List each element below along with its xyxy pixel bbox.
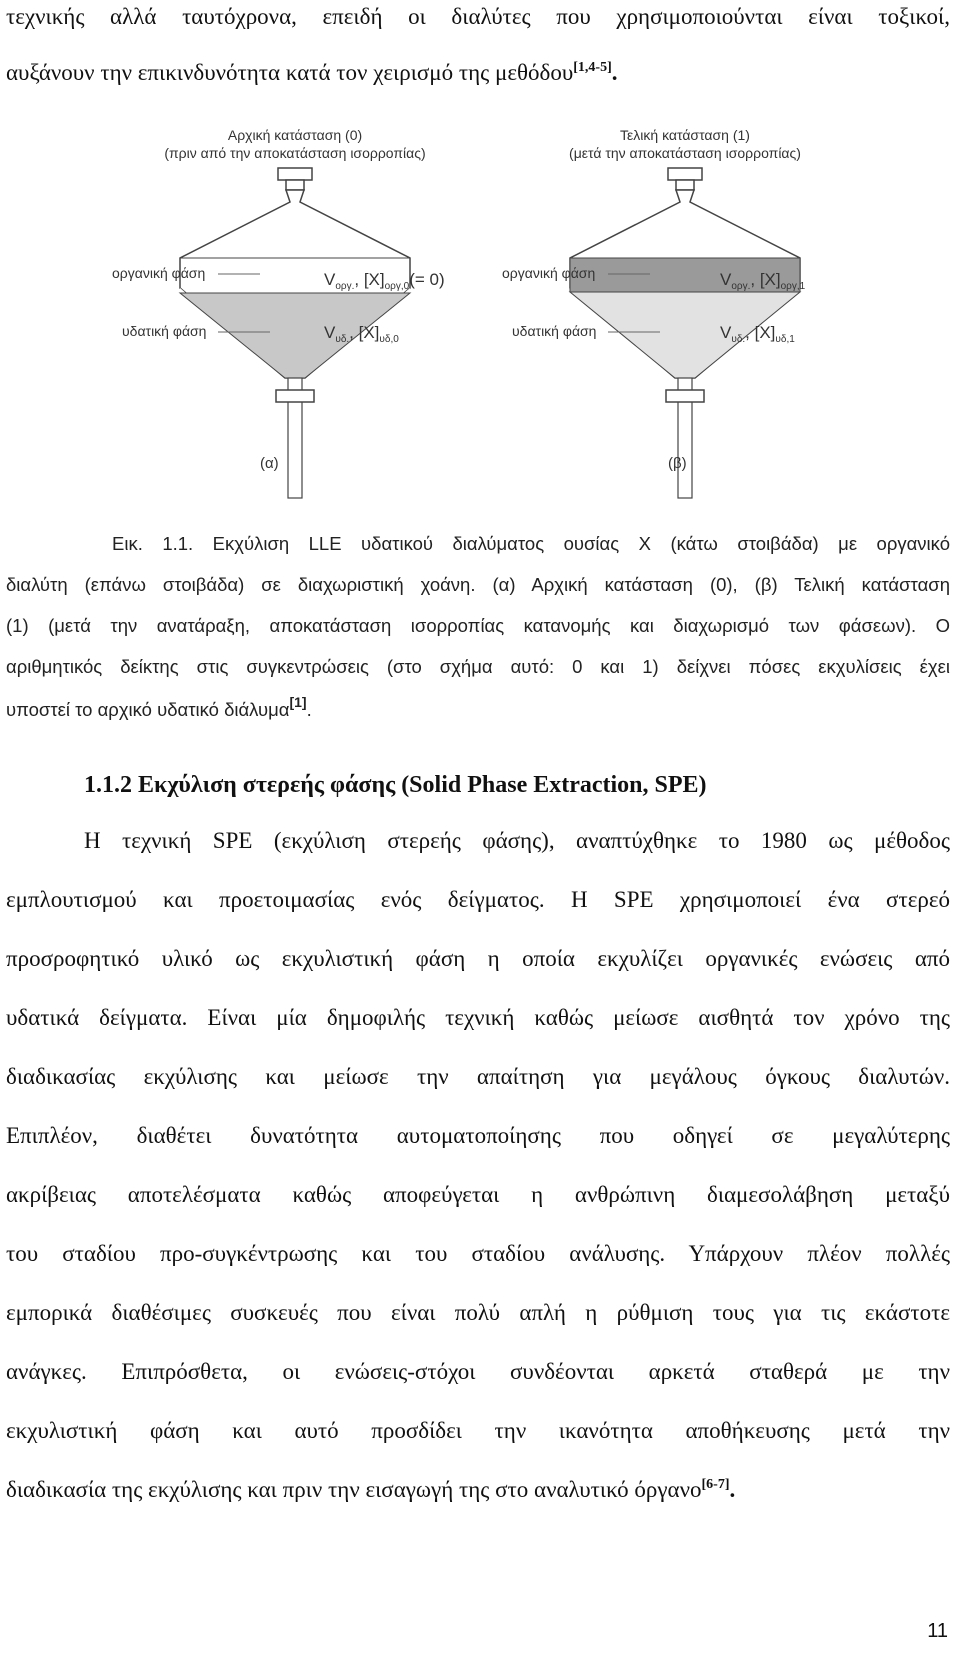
caption-text: υποστεί το αρχικό υδατικό διάλυμα bbox=[6, 699, 290, 720]
body-line: διαδικασίας εκχύλισης και μείωσε την απαίτηση για μεγάλους όγκους διαλυτών. bbox=[6, 1064, 950, 1089]
figure-caption-line: Εικ. 1.1. Εκχύλιση LLE υδατικού διαλύματος ουσίας X (κάτω στοιβάδα) με οργανικό bbox=[112, 533, 950, 554]
body-line: ακρίβειας αποτελέσματα καθώς αποφεύγεται η ανθρώπινη διαμεσολάβηση μεταξύ bbox=[6, 1182, 950, 1207]
stopper-shape bbox=[278, 168, 312, 180]
section-heading: 1.1.2 Εκχύλιση στερεής φάσης (Solid Phase Extraction, SPE) bbox=[84, 772, 707, 798]
figure-caption-line bbox=[6, 694, 950, 723]
period: . bbox=[611, 60, 618, 85]
text-line bbox=[6, 58, 950, 88]
period: . bbox=[729, 1477, 736, 1502]
figure-subtitle-right: (μετά την αποκατάσταση ισορροπίας) bbox=[569, 145, 801, 161]
stopcock-shape bbox=[666, 390, 704, 402]
body-line: εμπορικά διαθέσιμες συσκευές που είναι πολύ απλή η ρύθμιση τους για τις εκάστοτε bbox=[6, 1300, 950, 1325]
figure-caption-line: (1) (μετά την ανατάραξη, αποκατάσταση ισορροπίας κατανομής και διαχωρισμό των φάσεων). Ο bbox=[6, 615, 950, 636]
body-line: υδατικά δείγματα. Είναι μία δημοφιλής τεχνική καθώς μείωσε αισθητά τον χρόνο της bbox=[6, 1005, 950, 1030]
figure-label-b: (β) bbox=[668, 455, 687, 472]
citation: [6-7] bbox=[701, 1477, 730, 1492]
page-number: 11 bbox=[927, 1620, 948, 1642]
v-aq-label-right: $V_{\upsilon\delta.}$, $[X]_{\upsilon\delta,1}$ bbox=[720, 323, 795, 345]
funnel-initial-state bbox=[112, 128, 445, 498]
organic-phase-label-left: οργανική φάση bbox=[112, 265, 206, 281]
citation: [1] bbox=[289, 694, 307, 710]
period: . bbox=[306, 699, 312, 720]
stopcock-shape bbox=[276, 390, 314, 402]
body-line: εμπλουτισμού και προετοιμασίας ενός δείγματος. Η SPE χρησιμοποιεί ένα στερεό bbox=[6, 887, 950, 912]
text-line-content: αυξάνουν την επικινδυνότητα κατά τον χειρισμό της μεθόδου bbox=[6, 60, 574, 85]
body-line bbox=[6, 1475, 950, 1505]
neck-shape bbox=[286, 180, 304, 190]
figure-title-left: Αρχική κατάσταση (0) bbox=[227, 128, 363, 143]
body-text: διαδικασία της εκχύλισης και πριν την εισαγωγή της στο αναλυτικό όργανο bbox=[6, 1477, 702, 1502]
citation: [1,4-5] bbox=[573, 60, 612, 75]
body-line: εκχυλιστική φάση και αυτό προσδίδει την ικανότητα αποθήκευσης μετά την bbox=[6, 1418, 950, 1443]
organic-phase-label-right: οργανική φάση bbox=[502, 265, 596, 281]
stopper-shape bbox=[668, 168, 702, 180]
separatory-funnel-figure bbox=[110, 128, 870, 508]
body-line: ανάγκες. Επιπρόσθετα, οι ενώσεις-στόχοι συνδέονται αρκετά σταθερά με την bbox=[6, 1359, 950, 1384]
figure-caption-line: διαλύτη (επάνω στοιβάδα) σε διαχωριστική χοάνη. (α) Αρχική κατάσταση (0), (β) Τελική κατάσταση bbox=[6, 574, 950, 595]
neck-shape bbox=[676, 180, 694, 190]
figure-caption-line: αριθμητικός δείκτης στις συγκεντρώσεις (στο σχήμα αυτό: 0 και 1) δείχνει πόσες εκχυλίσεις έχει bbox=[6, 656, 950, 677]
body-line: του σταδίου προ-συγκέντρωσης και του σταδίου ανάλυσης. Υπάρχουν πλέον πολλές bbox=[6, 1241, 950, 1266]
v-org-label-right: $V_{o\rho\gamma.}$, $[X]_{o\rho\gamma,1}$ bbox=[720, 270, 806, 292]
figure-subtitle-left: (πριν από την αποκατάσταση ισορροπίας) bbox=[164, 145, 426, 161]
figure-title-right: Τελική κατάσταση (1) bbox=[620, 128, 750, 143]
v-aq-label-left: $V_{\upsilon\delta.}$, $[X]_{\upsilon\delta,0}$ bbox=[324, 323, 399, 345]
body-line: Η τεχνική SPE (εκχύλιση στερεής φάσης), αναπτύχθηκε το 1980 ως μέθοδος bbox=[84, 828, 950, 853]
v-org-label-left: $V_{o\rho\gamma.}$, $[X]_{o\rho\gamma,0}(= 0)$ bbox=[324, 270, 445, 292]
funnel-final-state bbox=[502, 128, 806, 498]
text-line: τεχνικής αλλά ταυτόχρονα, επειδή οι διαλύτες που χρησιμοποιούνται είναι τοξικοί, bbox=[6, 4, 950, 29]
body-line: προσροφητικό υλικό ως εκχυλιστική φάση η οποία εκχυλίζει οργανικές ενώσεις από bbox=[6, 946, 950, 971]
aqueous-phase-label-right: υδατική φάση bbox=[512, 323, 597, 339]
figure-label-a: (α) bbox=[260, 455, 279, 472]
body-line: Επιπλέον, διαθέτει δυνατότητα αυτοματοποίησης που οδηγεί σε μεγαλύτερης bbox=[6, 1123, 950, 1148]
aqueous-phase-label-left: υδατική φάση bbox=[122, 323, 207, 339]
